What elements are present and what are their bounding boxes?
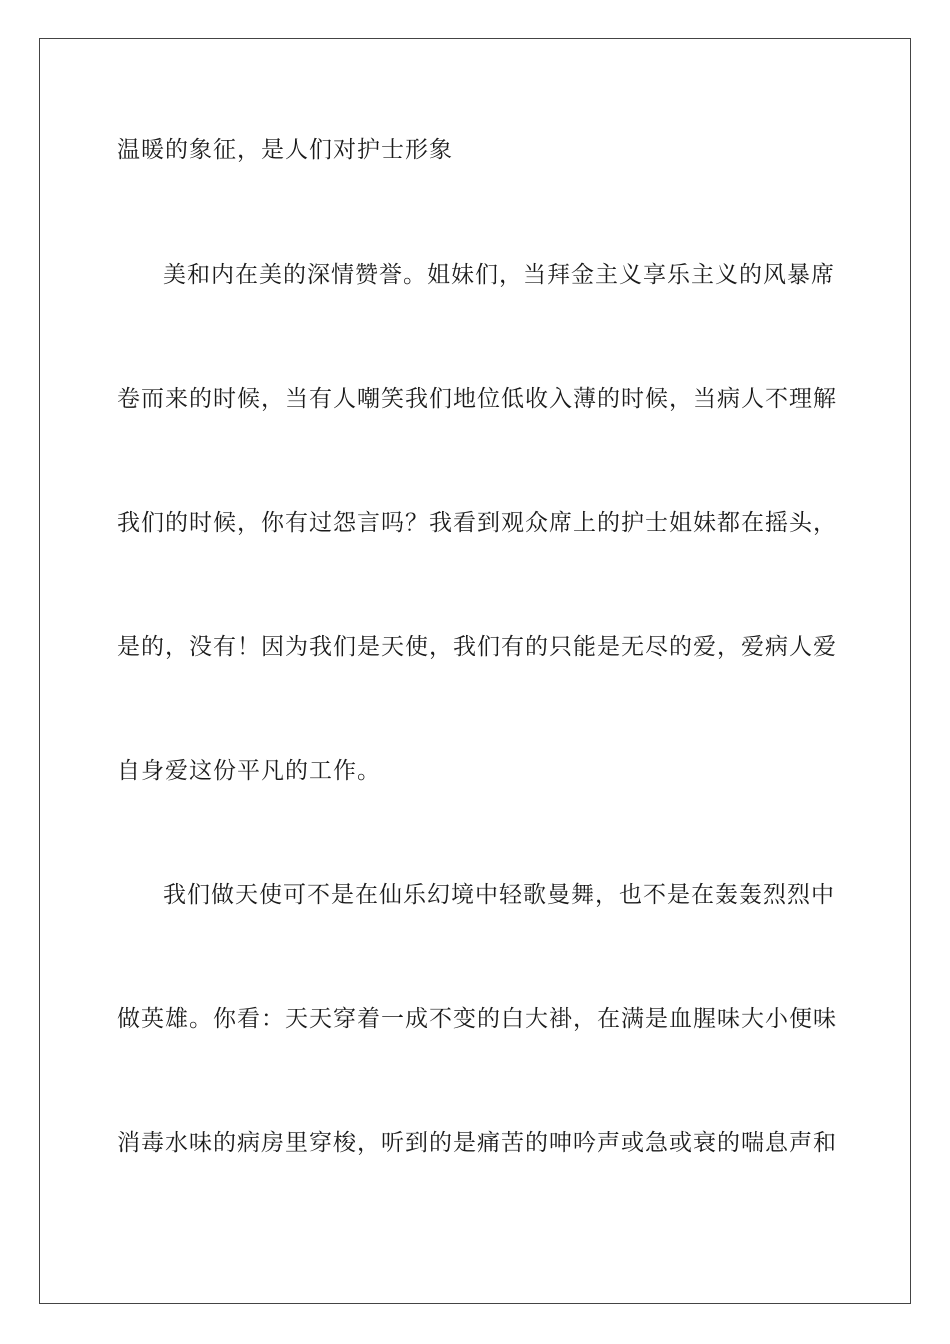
text-line-9: 消毒水味的病房里穿梭，听到的是痛苦的呻吟声或急或衰的喘息声和	[117, 1130, 837, 1156]
page-border	[39, 38, 911, 1304]
text-line-2: 美和内在美的深情赞誉。姐妹们，当拜金主义享乐主义的风暴席	[163, 262, 835, 288]
text-line-1: 温暖的象征，是人们对护士形象	[117, 137, 453, 163]
text-line-7: 我们做天使可不是在仙乐幻境中轻歌曼舞，也不是在轰轰烈烈中	[163, 882, 835, 908]
text-line-6: 自身爱这份平凡的工作。	[117, 758, 381, 784]
text-line-5: 是的，没有！因为我们是天使，我们有的只能是无尽的爱，爱病人爱	[117, 634, 837, 660]
text-line-4: 我们的时候，你有过怨言吗？我看到观众席上的护士姐妹都在摇头，	[117, 510, 837, 536]
text-line-8: 做英雄。你看：天天穿着一成不变的白大褂，在满是血腥味大小便味	[117, 1006, 837, 1032]
text-line-3: 卷而来的时候，当有人嘲笑我们地位低收入薄的时候，当病人不理解	[117, 386, 837, 412]
